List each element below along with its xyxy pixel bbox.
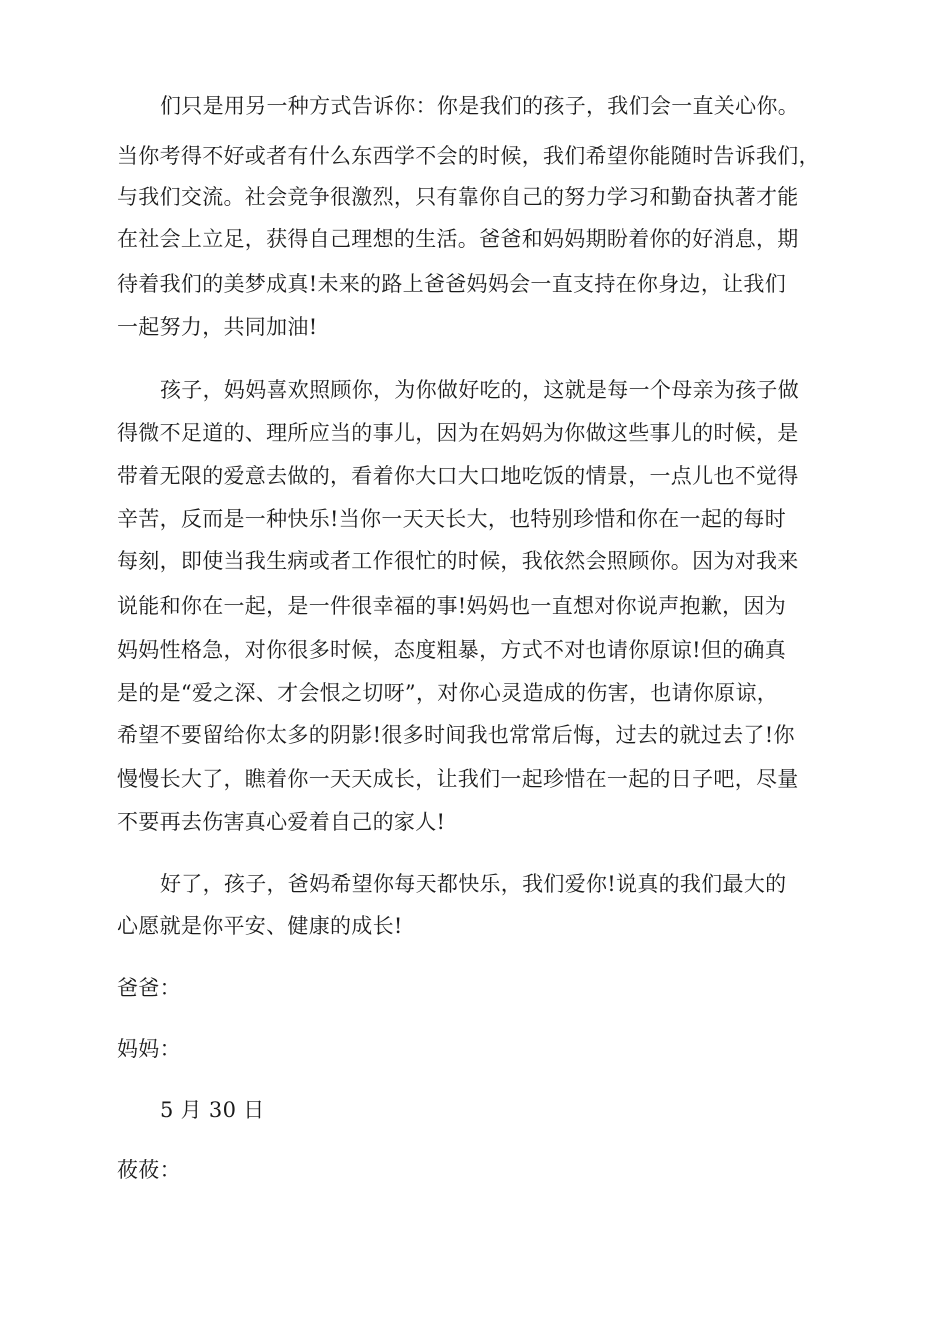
paragraph-2-line-1: 孩子，妈妈喜欢照顾你，为你做好吃的，这就是每一个母亲为孩子做 xyxy=(160,378,799,402)
paragraph-3-line-2: 心愿就是你平安、健康的成长! xyxy=(117,914,403,938)
paragraph-2-line-5: 每刻，即使当我生病或者工作很忙的时候，我依然会照顾你。因为对我来 xyxy=(117,549,799,573)
paragraph-2-line-3: 带着无限的爱意去做的，看着你大口大口地吃饭的情景，一点儿也不觉得 xyxy=(117,464,799,488)
signature-mom: 妈妈： xyxy=(117,1037,181,1061)
paragraph-2-line-9: 希望不要留给你太多的阴影!很多时间我也常常后悔，过去的就过去了!你 xyxy=(117,723,795,747)
paragraph-2-line-4: 辛苦，反而是一种快乐!当你一天天长大，也特别珍惜和你在一起的每时 xyxy=(117,507,787,531)
paragraph-1-line-2: 当你考得不好或者有什么东西学不会的时候，我们希望你能随时告诉我们， xyxy=(117,144,820,168)
letter-date: 5 月 30 日 xyxy=(160,1098,265,1122)
paragraph-1-line-1: 们只是用另一种方式告诉你：你是我们的孩子，我们会一直关心你。 xyxy=(160,94,799,118)
paragraph-2-line-7: 妈妈性格急，对你很多时候，态度粗暴，方式不对也请你原谅!但的确真 xyxy=(117,638,787,662)
paragraph-2-line-10: 慢慢长大了，瞧着你一天天成长，让我们一起珍惜在一起的日子吧，尽量 xyxy=(117,767,799,791)
paragraph-1-line-4: 在社会上立足，获得自己理想的生活。爸爸和妈妈期盼着你的好消息，期 xyxy=(117,227,799,251)
paragraph-2-line-2: 得微不足道的、理所应当的事儿，因为在妈妈为你做这些事儿的时候，是 xyxy=(117,421,799,445)
paragraph-3-line-1: 好了，孩子，爸妈希望你每天都快乐，我们爱你!说真的我们最大的 xyxy=(160,872,787,896)
next-letter-salutation: 莜莜： xyxy=(117,1158,181,1182)
paragraph-1-line-5: 待着我们的美梦成真!未来的路上爸爸妈妈会一直支持在你身边，让我们 xyxy=(117,272,787,296)
paragraph-2-line-11: 不要再去伤害真心爱着自己的家人! xyxy=(117,810,446,834)
paragraph-1-line-6: 一起努力，共同加油! xyxy=(117,315,318,339)
paragraph-1-line-3: 与我们交流。社会竞争很激烈，只有靠你自己的努力学习和勤奋执著才能 xyxy=(117,185,799,209)
paragraph-2-line-6: 说能和你在一起，是一件很幸福的事!妈妈也一直想对你说声抱歉，因为 xyxy=(117,594,787,618)
paragraph-2-line-8: 是的是“爱之深、才会恨之切呀”，对你心灵造成的伤害，也请你原谅， xyxy=(117,681,779,705)
signature-dad: 爸爸： xyxy=(117,976,181,1000)
